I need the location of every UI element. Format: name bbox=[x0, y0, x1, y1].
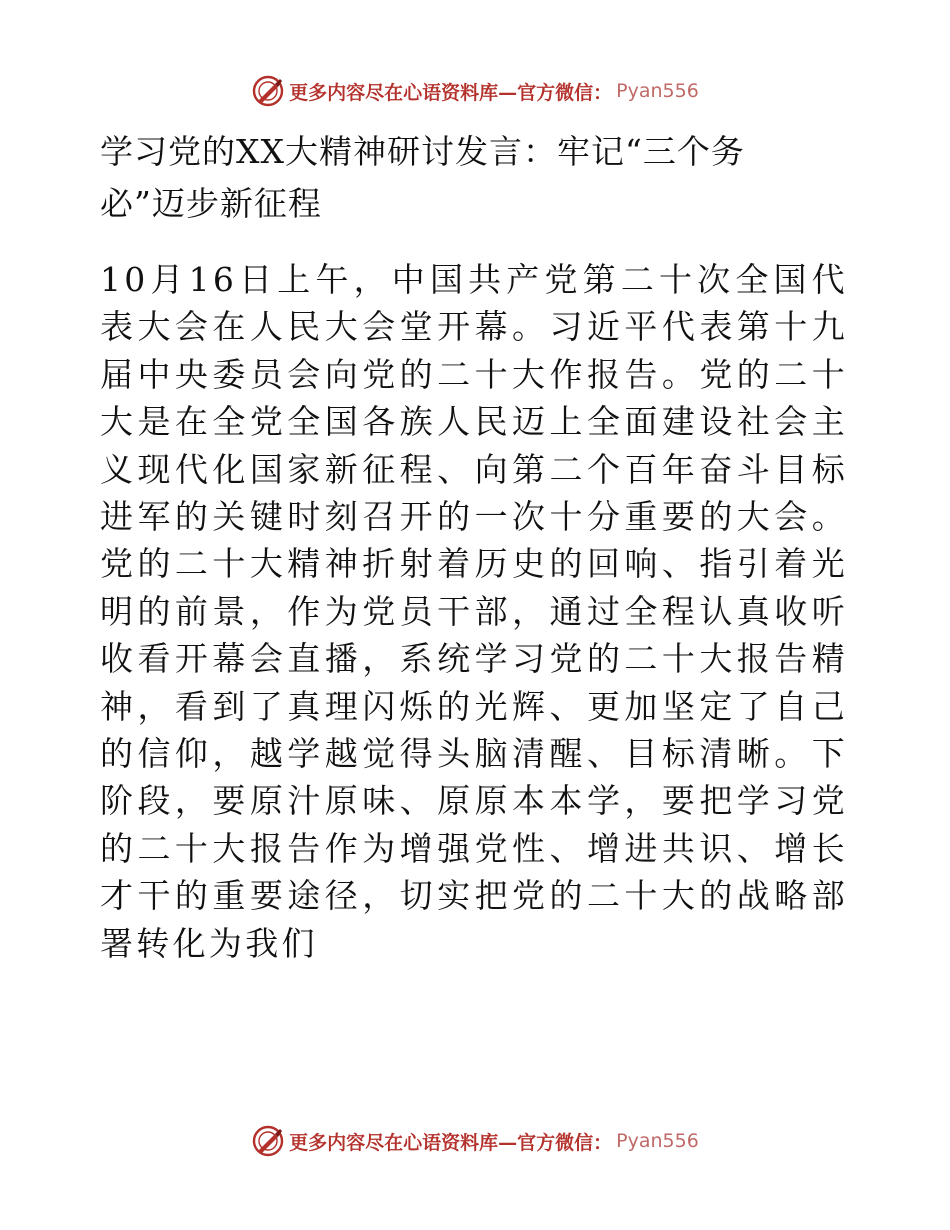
document-title: 学习党的XX大精神研讨发言：牢记“三个务必”迈步新征程 bbox=[100, 132, 745, 223]
pen-logo-icon bbox=[251, 74, 285, 108]
footer-watermark bbox=[0, 1124, 950, 1158]
document-paragraph: 10月16日上午，中国共产党第二十次全国代表大会在人民大会堂开幕。习近平代表第十九届中央委员会向党的二十大作报告。党的二十大是在全党全国各族人民迈上全面建设社会主义现代化国家新征程、向第二个百年奋斗目标进军的关键时刻召开的一次十分重要的大会。党的二十大精神折射着历史的回响、指引着光明的前景，作为党员干部，通过全程认真收听收看开幕会直播，系统学习党的二十大报告精神，看到了真理闪烁的光辉、更加坚定了自己的信仰，越学越觉得头脑清醒、目标清晰。下阶段，要原汁原味、原原本本学，要把学习党的二十大报告作为增强党性、增进共识、增长才干的重要途径，切实把党的二十大的战略部署转化为我们 bbox=[100, 260, 848, 963]
header-watermark bbox=[0, 74, 950, 108]
watermark-text: 更多内容尽在心语资料库—官方微信： bbox=[289, 81, 613, 104]
watermark-wechat-id: Pyan556 bbox=[616, 1130, 699, 1152]
watermark-text: 更多内容尽在心语资料库—官方微信： bbox=[289, 1131, 613, 1154]
pen-logo-icon bbox=[251, 1124, 285, 1158]
watermark-wechat-id: Pyan556 bbox=[616, 80, 699, 102]
